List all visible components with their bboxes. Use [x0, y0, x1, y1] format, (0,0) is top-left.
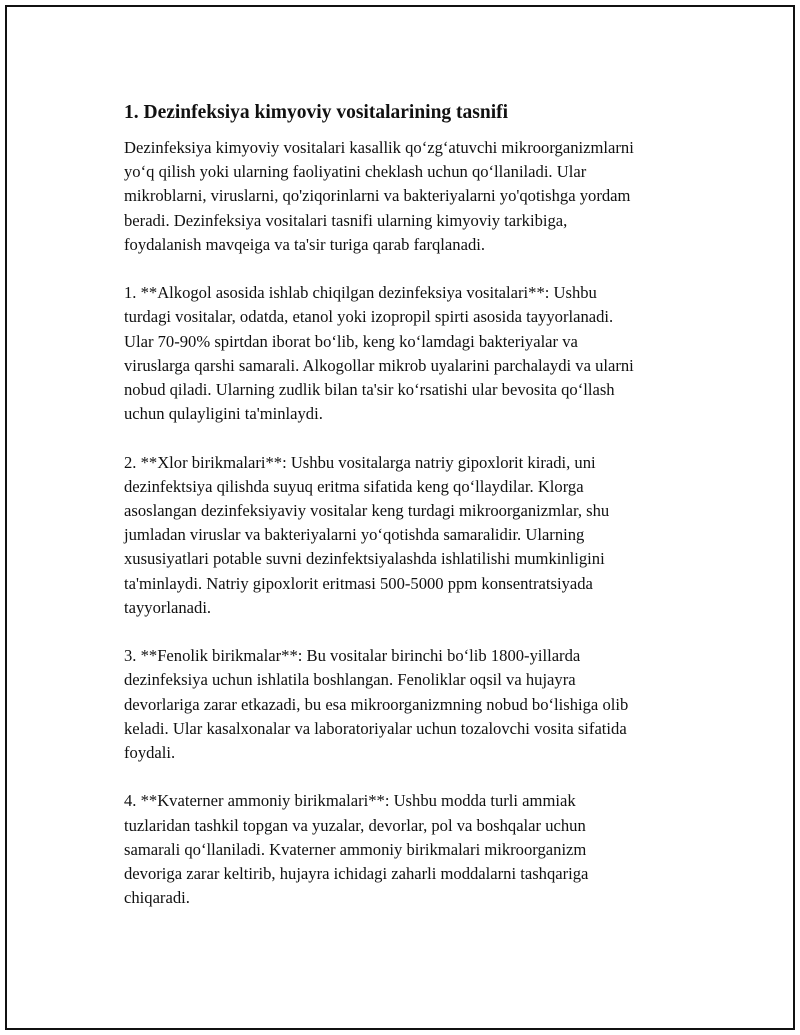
document-body	[118, 100, 708, 935]
paragraph-phenolic: 3. **Fenolik birikmalar**: Bu vositalar birinchi bo‘lib 1800-yillarda dezinfeksiya uchun ishlatila boshlangan. Fenoliklar oqsil va hujayra devorlariga zarar etkazadi, bu esa mikroorganizmning nobud bo‘lishiga olib keladi. Ular kasalxonalar va laboratoriyalar uchun tozalovchi vosita sifatida foydali.	[124, 646, 629, 763]
paragraph-chlorine: 2. **Xlor birikmalari**: Ushbu vositalarga natriy gipoxlorit kiradi, uni dezinfektsiya qilishda suyuq eritma sifatida keng qo‘llaydilar. Klorga asoslangan dezinfeksiyaviy vositalar keng turdagi mikroorganizmlar, shu jumladan viruslar va bakteriyalarni yo‘qotishda samaralidir. Ularning xususiyatlari potable suvni dezinfektsiyalashda ishlatilishi mumkinligini ta'minlaydi. Natriy gipoxlorit eritmasi 500-5000 ppm konsentratsiyada tayyorlanadi.	[124, 452, 610, 617]
paragraph-quaternary-ammonium: 4. **Kvaterner ammoniy birikmalari**: Ushbu modda turli ammiak tuzlaridan tashkil topgan va yuzalar, devorlar, pol va boshqalar uchun samarali qo‘llaniladi. Kvaterner ammoniy birikmalari mikroorganizm devoriga zarar keltirib, hujayra ichidagi zaharli moddalarni tashqariga chiqaradi.	[124, 791, 589, 908]
intro-paragraph: Dezinfeksiya kimyoviy vositalari kasallik qo‘zg‘atuvchi mikroorganizmlarni yo‘q qilish yoki ularning faoliyatini cheklash uchun qo‘llaniladi. Ular mikroblarni, viruslarni, qo'ziqorinlarni va bakteriyalarni yo'qotishga yordam beradi. Dezinfeksiya vositalari tasnifi ularning kimyoviy tarkibiga, foydalanish mavqeiga va ta'sir turiga qarab farqlanadi.	[124, 138, 634, 254]
paragraph-alcohol: 1. **Alkogol asosida ishlab chiqilgan dezinfeksiya vositalari**: Ushbu turdagi vositalar, odatda, etanol yoki izopropil spirti asosida tayyorlanadi. Ular 70-90% spirtdan iborat bo‘lib, keng ko‘lamdagi bakteriyalar va viruslarga qarshi samarali. Alkogollar mikrob uyalarini parchalaydi va ularni nobud qiladi. Ularning zudlik bilan ta'sir ko‘rsatishi ular bevosita qo‘llash uchun qulayligini ta'minlaydi.	[124, 283, 634, 424]
document-title: 1. Dezinfeksiya kimyoviy vositalarining tasnifi	[124, 102, 509, 123]
page-frame	[5, 5, 795, 1030]
